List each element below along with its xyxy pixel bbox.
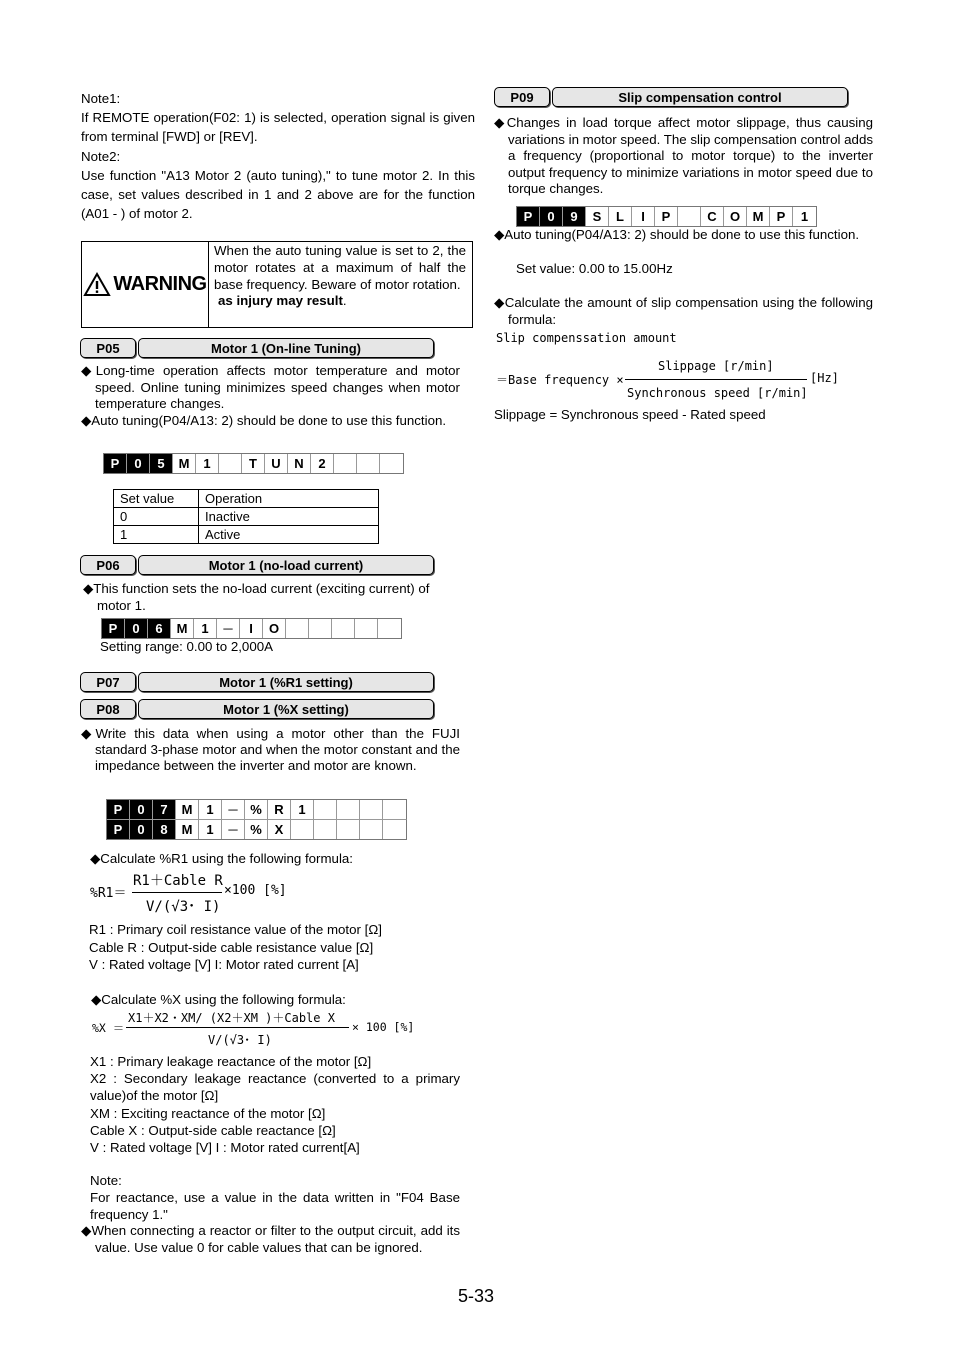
display-cell xyxy=(309,619,332,638)
display-cell: 1 xyxy=(199,820,222,839)
warning-bold: as injury may result xyxy=(218,293,343,309)
display-cell xyxy=(355,619,378,638)
display-cell: 2 xyxy=(311,454,334,473)
display-cell xyxy=(291,820,314,839)
display-cell: T xyxy=(242,454,265,473)
note1-text: If REMOTE operation(F02: 1) is selected, operation signal is given from terminal [FWD] or [REV]. xyxy=(81,110,475,144)
x-rhs: × 100 [%] xyxy=(352,1020,415,1034)
warning-box xyxy=(81,241,473,328)
p09-setval: Set value: 0.00 to 15.00Hz xyxy=(516,261,673,276)
display-cell: C xyxy=(701,207,724,226)
note-text: For reactance, use a value in the data written in "F04 Base frequency 1." xyxy=(90,1190,460,1222)
warning-triangle-icon xyxy=(83,272,111,297)
slip-formula-label: Slip compenssation amount xyxy=(496,331,677,345)
display-cell xyxy=(380,454,403,473)
r1-def: Cable R : Output-side cable resistance value [Ω] xyxy=(89,939,374,955)
display-cell: M xyxy=(176,820,199,839)
r1-rhs: ×100 [%] xyxy=(224,883,287,898)
display-cell: O xyxy=(724,207,747,226)
r1-def: R1 : Primary coil resistance value of the motor [Ω] xyxy=(89,922,382,937)
display-cell: % xyxy=(245,820,268,839)
display-cell xyxy=(286,619,309,638)
display-cell: P xyxy=(102,619,125,638)
display-cell: P xyxy=(770,207,793,226)
display-cell: M xyxy=(173,454,196,473)
display-cell: I xyxy=(240,619,263,638)
display-cell xyxy=(314,820,337,839)
display-cell xyxy=(360,800,383,819)
display-cell xyxy=(337,820,360,839)
page-number: 5-33 xyxy=(458,1286,495,1306)
slip-formula-numerator: Slippage [r/min] xyxy=(658,359,774,373)
display-cell xyxy=(337,800,360,819)
display-cell: P xyxy=(104,454,127,473)
p06-display xyxy=(101,618,402,639)
table-header-cell: Operation xyxy=(199,490,379,508)
p05-title: Motor 1 (On-line Tuning) xyxy=(138,338,434,358)
display-cell: P xyxy=(517,207,540,226)
display-cell: 7 xyxy=(153,800,176,819)
p06-range: Setting range: 0.00 to 2,000A xyxy=(100,639,273,654)
p07-display xyxy=(106,799,407,819)
display-cell: S xyxy=(586,207,609,226)
display-cell xyxy=(219,454,242,473)
display-cell xyxy=(678,207,701,226)
display-cell: 0 xyxy=(127,454,150,473)
table-cell: Inactive xyxy=(199,508,379,526)
display-cell: 1 xyxy=(194,619,217,638)
table-cell: Active xyxy=(199,526,379,544)
x-definitions xyxy=(90,1053,460,1156)
p09-bullet2: ◆Auto tuning(P04/A13: 2) should be done to use this function. xyxy=(494,227,860,242)
note2-title: Note2: xyxy=(81,149,121,164)
display-cell: 1 xyxy=(196,454,219,473)
note1-title: Note1: xyxy=(81,91,121,106)
display-cell: X xyxy=(268,820,291,839)
display-cell: L xyxy=(609,207,632,226)
table-header-cell: Set value xyxy=(114,490,199,508)
display-cell xyxy=(334,454,357,473)
p07-title: Motor 1 (%R1 setting) xyxy=(138,672,434,692)
display-cell: 1 xyxy=(291,800,314,819)
p09-code: P09 xyxy=(494,87,550,107)
display-cell xyxy=(314,800,337,819)
r1-numerator: R1＋Cable R xyxy=(133,873,223,889)
x-def: XM : Exciting reactance of the motor [Ω] xyxy=(90,1105,326,1121)
display-cell: 9 xyxy=(563,207,586,226)
table-row xyxy=(114,490,379,508)
table-cell: 0 xyxy=(114,508,199,526)
display-cell: 1 xyxy=(800,209,809,224)
display-cell: P xyxy=(655,207,678,226)
display-cell: M xyxy=(171,619,194,638)
table-row xyxy=(114,526,379,544)
p09-title: Slip compensation control xyxy=(552,87,848,107)
display-cell: 5 xyxy=(150,454,173,473)
display-cell: 1 xyxy=(199,800,222,819)
p0708-bullet: ◆Write this data when using a motor other than the FUJI standard 3-phase motor and when the motor constant and the impedance between the inverter and motor are known. xyxy=(81,726,460,773)
p0708-display xyxy=(106,799,407,840)
display-cell: 0 xyxy=(540,207,563,226)
p09-bullet3: ◆Calculate the amount of slip compensation using the following formula: xyxy=(494,295,873,327)
p05-code: P05 xyxy=(80,338,136,358)
display-cell: 8 xyxy=(153,820,176,839)
x-fraction-bar xyxy=(126,1027,349,1028)
x-def: X2 : Secondary leakage reactance (converted to a primary value)of the motor [Ω] xyxy=(90,1071,460,1104)
display-cell: % xyxy=(245,800,268,819)
x-def: X1 : Primary leakage reactance of the motor [Ω] xyxy=(90,1054,372,1069)
r1-def: V : Rated voltage [V] I: Motor rated current [A] xyxy=(89,957,359,972)
warning-end: . xyxy=(342,293,347,309)
slippage-definition: Slippage = Synchronous speed - Rated speed xyxy=(494,407,766,422)
p05-table xyxy=(113,489,379,544)
display-cell: M xyxy=(176,800,199,819)
warning-text-cell xyxy=(214,243,466,310)
display-cell: O xyxy=(263,619,286,638)
display-cell: I xyxy=(632,207,655,226)
display-cell: ─ xyxy=(217,619,240,638)
warning-label: WARNING xyxy=(113,273,207,295)
x-intro: ◆Calculate %X using the following formula: xyxy=(91,992,346,1007)
table-cell: 1 xyxy=(114,526,199,544)
slip-formula-rhs: [Hz] xyxy=(810,371,839,385)
display-cell xyxy=(357,454,380,473)
r1-lhs: %R1＝ xyxy=(90,886,127,901)
display-cell xyxy=(332,619,355,638)
p06-bullet: ◆This function sets the no-load current (exciting current) of motor 1. xyxy=(83,581,430,613)
r1-denominator: V/(√3･ I) xyxy=(146,899,221,915)
x-numerator: X1＋X2・XM/ (X2＋XM )＋Cable X xyxy=(128,1011,335,1025)
display-cell: 0 xyxy=(130,800,153,819)
x-def: Cable X : Output-side cable reactance [Ω] xyxy=(90,1122,336,1138)
display-cell xyxy=(383,820,406,839)
p05-display xyxy=(103,453,404,474)
display-cell: N xyxy=(288,454,311,473)
r1-intro: ◆Calculate %R1 using the following formula: xyxy=(90,851,353,866)
display-cell xyxy=(360,820,383,839)
display-cell: 0 xyxy=(130,820,153,839)
p06-code: P06 xyxy=(80,555,136,575)
p07-code: P07 xyxy=(80,672,136,692)
p08-code: P08 xyxy=(80,699,136,719)
note-title: Note: xyxy=(90,1173,122,1188)
note2-text: Use function "A13 Motor 2 (auto tuning)," to tune motor 2. In this case, set values described in 1 and 2 above are for the function (A01 - ) of motor 2. xyxy=(81,168,475,221)
display-cell: ─ xyxy=(222,800,245,819)
slip-formula-lhs: ＝Base frequency × xyxy=(496,373,624,387)
p08-display xyxy=(106,819,407,840)
p08-title: Motor 1 (%X setting) xyxy=(138,699,434,719)
warning-text: When the auto tuning value is set to 2, the motor rotates at a maximum of half the base frequency. Beware of motor rotation. xyxy=(214,243,466,292)
table-row xyxy=(114,508,379,526)
display-cell: ─ xyxy=(222,820,245,839)
slip-formula-denominator: Synchronous speed [r/min] xyxy=(627,386,808,400)
display-cell xyxy=(378,619,401,638)
display-cell: P xyxy=(107,820,130,839)
note-bullet: ◆When connecting a reactor or filter to the output circuit, add its value. Use value 0 for cable values that can be ignored. xyxy=(81,1223,460,1255)
p09-display xyxy=(516,206,817,227)
display-cell: P xyxy=(107,800,130,819)
display-cell xyxy=(383,800,406,819)
p06-title: Motor 1 (no-load current) xyxy=(138,555,434,575)
p05-bullet1: ◆Long-time operation affects motor temperature and motor speed. Online tuning minimizes speed changes when motor temperature changes. xyxy=(81,363,460,411)
r1-fraction-bar xyxy=(132,892,222,893)
x-def: V : Rated voltage [V] I : Motor rated current[A] xyxy=(90,1140,360,1156)
p09-bullet1: ◆Changes in load torque affect motor slippage, thus causing variations in motor speed. The slip compensation control adds a frequency (proportional to motor torque) to the inverter output frequency to minimize variations in motor speed due to torque changes. xyxy=(494,115,873,196)
x-denominator: V/(√3･ I) xyxy=(208,1033,272,1047)
slip-fraction-bar xyxy=(625,379,807,380)
p05-bullet2: ◆Auto tuning(P04/A13: 2) should be done to use this function. xyxy=(81,413,447,428)
display-cell: U xyxy=(265,454,288,473)
x-lhs: %X ＝ xyxy=(92,1021,125,1035)
r1-definitions xyxy=(89,921,382,974)
display-cell: 6 xyxy=(148,619,171,638)
display-cell: 0 xyxy=(125,619,148,638)
display-cell: R xyxy=(268,800,291,819)
warning-label-cell xyxy=(82,242,209,327)
display-cell: M xyxy=(747,207,770,226)
